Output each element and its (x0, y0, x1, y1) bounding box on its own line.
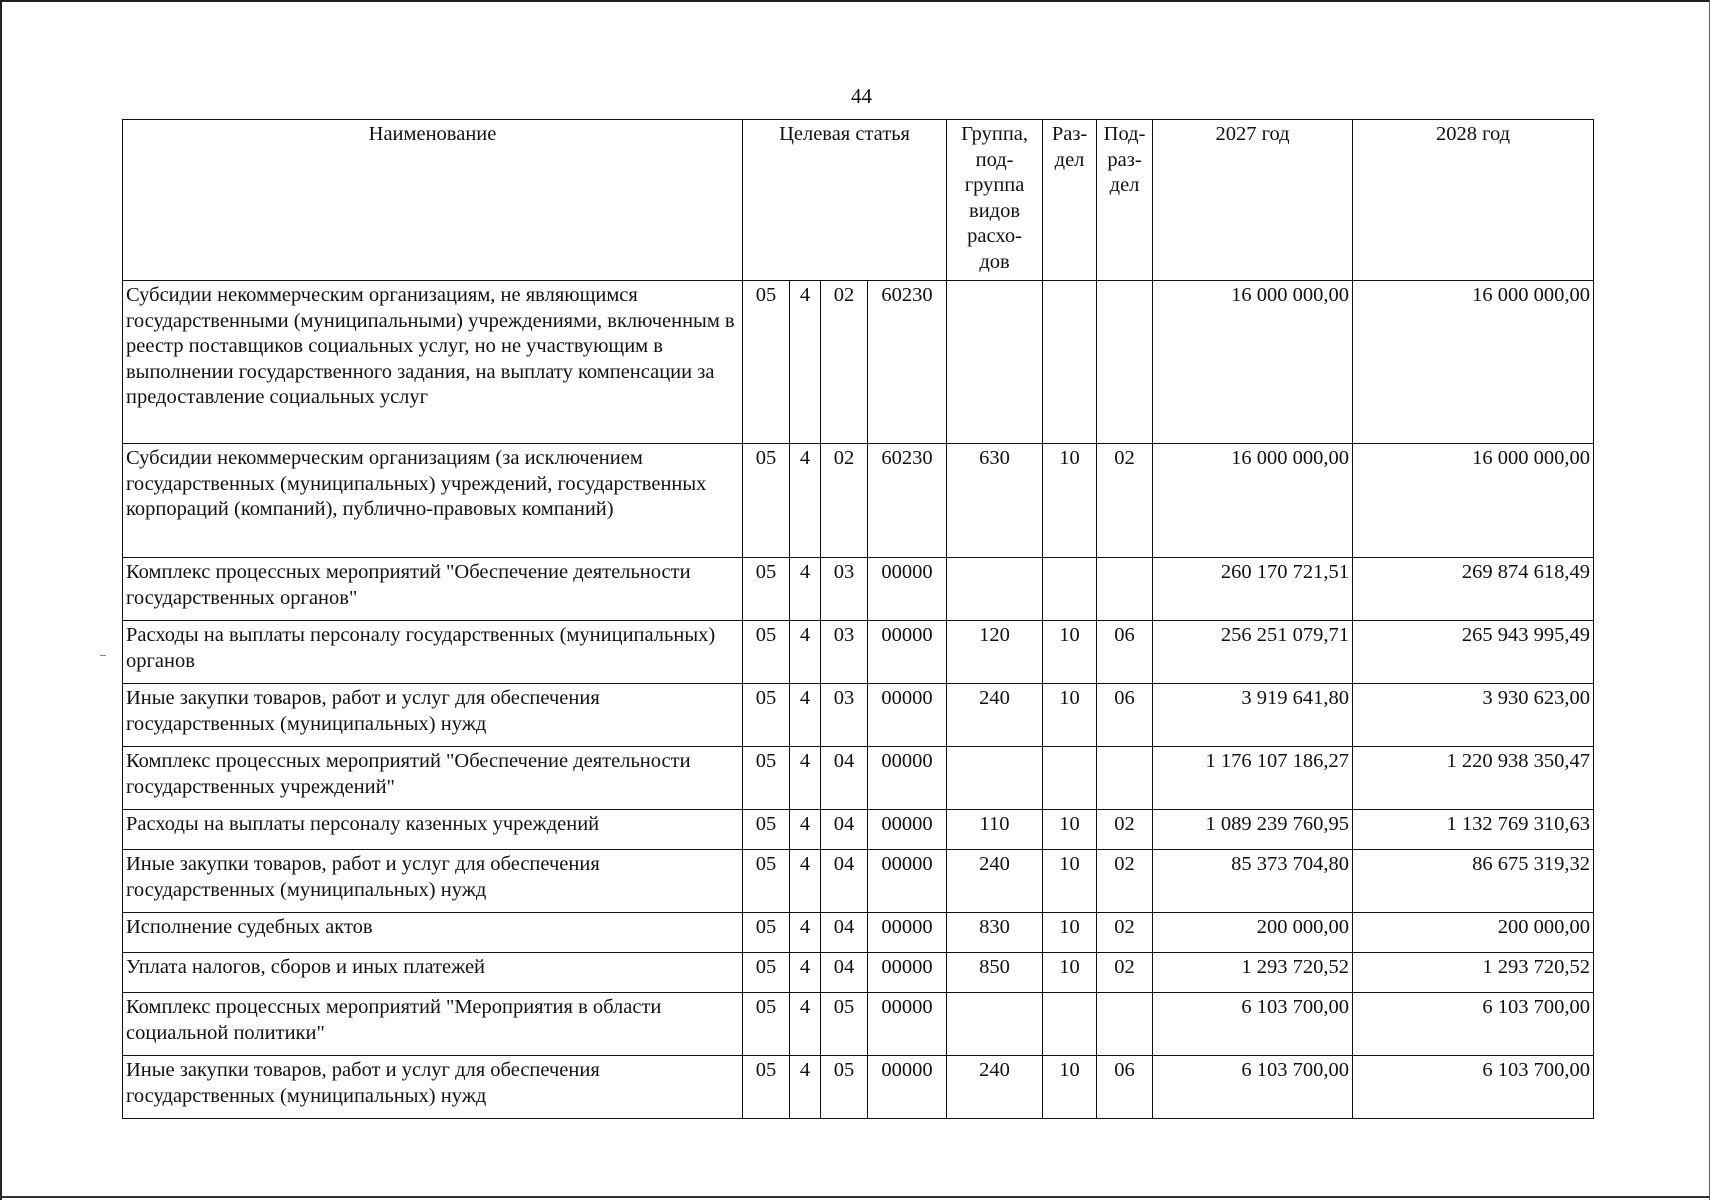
amount-2028: 3 930 623,00 (1353, 684, 1594, 747)
complex-code: 04 (821, 747, 868, 810)
expense-group: 110 (947, 810, 1043, 850)
table-row (123, 747, 1594, 810)
direction-code: 00000 (868, 558, 947, 621)
section: 10 (1043, 810, 1097, 850)
table-row (123, 810, 1594, 850)
complex-code: 04 (821, 850, 868, 913)
direction-code: 60230 (868, 444, 947, 558)
section (1043, 993, 1097, 1056)
subprogram-code: 4 (790, 1056, 821, 1119)
program-code: 05 (743, 281, 790, 444)
subsection: 06 (1097, 684, 1153, 747)
table-row (123, 684, 1594, 747)
subprogram-code: 4 (790, 684, 821, 747)
expense-group: 120 (947, 621, 1043, 684)
subprogram-code: 4 (790, 747, 821, 810)
complex-code: 05 (821, 1056, 868, 1119)
section: 10 (1043, 1056, 1097, 1119)
header-expense-group: Группа, под- группа видов расхо- дов (947, 120, 1043, 281)
complex-code: 04 (821, 953, 868, 993)
complex-code: 02 (821, 444, 868, 558)
section: 10 (1043, 684, 1097, 747)
row-name: Субсидии некоммерческим организациям (за исключением государственных (муниципальных) учреждений, государственных корпораций (компаний), публично-правовых компаний) (123, 444, 743, 558)
program-code: 05 (743, 810, 790, 850)
table-row (123, 281, 1594, 444)
direction-code: 00000 (868, 953, 947, 993)
direction-code: 00000 (868, 1056, 947, 1119)
amount-2027: 1 176 107 186,27 (1153, 747, 1353, 810)
amount-2028: 1 293 720,52 (1353, 953, 1594, 993)
expense-group (947, 993, 1043, 1056)
scan-speck (100, 655, 106, 656)
header-name: Наименование (123, 120, 743, 281)
amount-2028: 1 132 769 310,63 (1353, 810, 1594, 850)
subsection: 02 (1097, 953, 1153, 993)
section (1043, 281, 1097, 444)
section (1043, 747, 1097, 810)
subprogram-code: 4 (790, 558, 821, 621)
amount-2027: 200 000,00 (1153, 913, 1353, 953)
subprogram-code: 4 (790, 621, 821, 684)
subsection: 02 (1097, 444, 1153, 558)
section: 10 (1043, 953, 1097, 993)
row-name: Комплекс процессных мероприятий "Обеспечение деятельности государственных учреждений" (123, 747, 743, 810)
amount-2028: 86 675 319,32 (1353, 850, 1594, 913)
section: 10 (1043, 444, 1097, 558)
expense-group (947, 747, 1043, 810)
header-target-article: Целевая статья (743, 120, 947, 281)
row-name: Уплата налогов, сборов и иных платежей (123, 953, 743, 993)
subsection: 02 (1097, 850, 1153, 913)
header-section: Раз- дел (1043, 120, 1097, 281)
subprogram-code: 4 (790, 444, 821, 558)
complex-code: 03 (821, 558, 868, 621)
direction-code: 00000 (868, 810, 947, 850)
expense-group: 830 (947, 913, 1043, 953)
expense-group: 240 (947, 684, 1043, 747)
complex-code: 03 (821, 684, 868, 747)
table-row (123, 913, 1594, 953)
subsection: 06 (1097, 621, 1153, 684)
program-code: 05 (743, 1056, 790, 1119)
complex-code: 03 (821, 621, 868, 684)
budget-table (122, 119, 1594, 1119)
program-code: 05 (743, 558, 790, 621)
amount-2027: 6 103 700,00 (1153, 993, 1353, 1056)
table-row (123, 850, 1594, 913)
amount-2028: 16 000 000,00 (1353, 444, 1594, 558)
subprogram-code: 4 (790, 850, 821, 913)
direction-code: 00000 (868, 913, 947, 953)
subprogram-code: 4 (790, 913, 821, 953)
header-year-2028: 2028 год (1353, 120, 1594, 281)
subprogram-code: 4 (790, 953, 821, 993)
subsection (1097, 558, 1153, 621)
subprogram-code: 4 (790, 810, 821, 850)
amount-2027: 16 000 000,00 (1153, 444, 1353, 558)
section (1043, 558, 1097, 621)
scan-bottom-edge (0, 1196, 1710, 1198)
page-number: 44 (851, 84, 872, 108)
row-name: Иные закупки товаров, работ и услуг для обеспечения государственных (муниципальных) нужд (123, 684, 743, 747)
direction-code: 60230 (868, 281, 947, 444)
amount-2027: 16 000 000,00 (1153, 281, 1353, 444)
row-name: Исполнение судебных актов (123, 913, 743, 953)
direction-code: 00000 (868, 850, 947, 913)
amount-2027: 1 089 239 760,95 (1153, 810, 1353, 850)
amount-2028: 265 943 995,49 (1353, 621, 1594, 684)
row-name: Иные закупки товаров, работ и услуг для обеспечения государственных (муниципальных) нужд (123, 850, 743, 913)
table-row (123, 621, 1594, 684)
row-name: Иные закупки товаров, работ и услуг для обеспечения государственных (муниципальных) нужд (123, 1056, 743, 1119)
row-name: Расходы на выплаты персоналу казенных учреждений (123, 810, 743, 850)
amount-2028: 6 103 700,00 (1353, 993, 1594, 1056)
table-row (123, 444, 1594, 558)
direction-code: 00000 (868, 621, 947, 684)
amount-2027: 3 919 641,80 (1153, 684, 1353, 747)
subsection (1097, 747, 1153, 810)
expense-group: 850 (947, 953, 1043, 993)
program-code: 05 (743, 953, 790, 993)
section: 10 (1043, 850, 1097, 913)
expense-group (947, 558, 1043, 621)
program-code: 05 (743, 993, 790, 1056)
direction-code: 00000 (868, 747, 947, 810)
table-row (123, 1056, 1594, 1119)
program-code: 05 (743, 913, 790, 953)
amount-2028: 6 103 700,00 (1353, 1056, 1594, 1119)
header-year-2027: 2027 год (1153, 120, 1353, 281)
program-code: 05 (743, 850, 790, 913)
subsection (1097, 281, 1153, 444)
amount-2027: 256 251 079,71 (1153, 621, 1353, 684)
subprogram-code: 4 (790, 281, 821, 444)
program-code: 05 (743, 444, 790, 558)
table-row (123, 953, 1594, 993)
direction-code: 00000 (868, 993, 947, 1056)
table-row (123, 993, 1594, 1056)
complex-code: 04 (821, 810, 868, 850)
expense-group: 630 (947, 444, 1043, 558)
complex-code: 05 (821, 993, 868, 1056)
section: 10 (1043, 621, 1097, 684)
amount-2028: 1 220 938 350,47 (1353, 747, 1594, 810)
header-subsection: Под- раз- дел (1097, 120, 1153, 281)
subsection (1097, 993, 1153, 1056)
amount-2027: 1 293 720,52 (1153, 953, 1353, 993)
subsection: 02 (1097, 810, 1153, 850)
amount-2028: 16 000 000,00 (1353, 281, 1594, 444)
subsection: 02 (1097, 913, 1153, 953)
row-name: Субсидии некоммерческим организациям, не являющимся государственными (муниципальными) учреждениями, включенным в реестр поставщиков социальных услуг, но не участвующим в выполнении государственного задания, на выплату компенсации за предоставление социальных услуг (123, 281, 743, 444)
program-code: 05 (743, 684, 790, 747)
expense-group: 240 (947, 850, 1043, 913)
row-name: Расходы на выплаты персоналу государственных (муниципальных) органов (123, 621, 743, 684)
row-name: Комплекс процессных мероприятий "Мероприятия в области социальной политики" (123, 993, 743, 1056)
section: 10 (1043, 913, 1097, 953)
amount-2028: 200 000,00 (1353, 913, 1594, 953)
amount-2028: 269 874 618,49 (1353, 558, 1594, 621)
subprogram-code: 4 (790, 993, 821, 1056)
subsection: 06 (1097, 1056, 1153, 1119)
complex-code: 02 (821, 281, 868, 444)
amount-2027: 260 170 721,51 (1153, 558, 1353, 621)
direction-code: 00000 (868, 684, 947, 747)
complex-code: 04 (821, 913, 868, 953)
program-code: 05 (743, 621, 790, 684)
amount-2027: 6 103 700,00 (1153, 1056, 1353, 1119)
table-row (123, 558, 1594, 621)
amount-2027: 85 373 704,80 (1153, 850, 1353, 913)
row-name: Комплекс процессных мероприятий "Обеспечение деятельности государственных органов" (123, 558, 743, 621)
expense-group: 240 (947, 1056, 1043, 1119)
program-code: 05 (743, 747, 790, 810)
table-header-row (123, 120, 1594, 281)
expense-group (947, 281, 1043, 444)
